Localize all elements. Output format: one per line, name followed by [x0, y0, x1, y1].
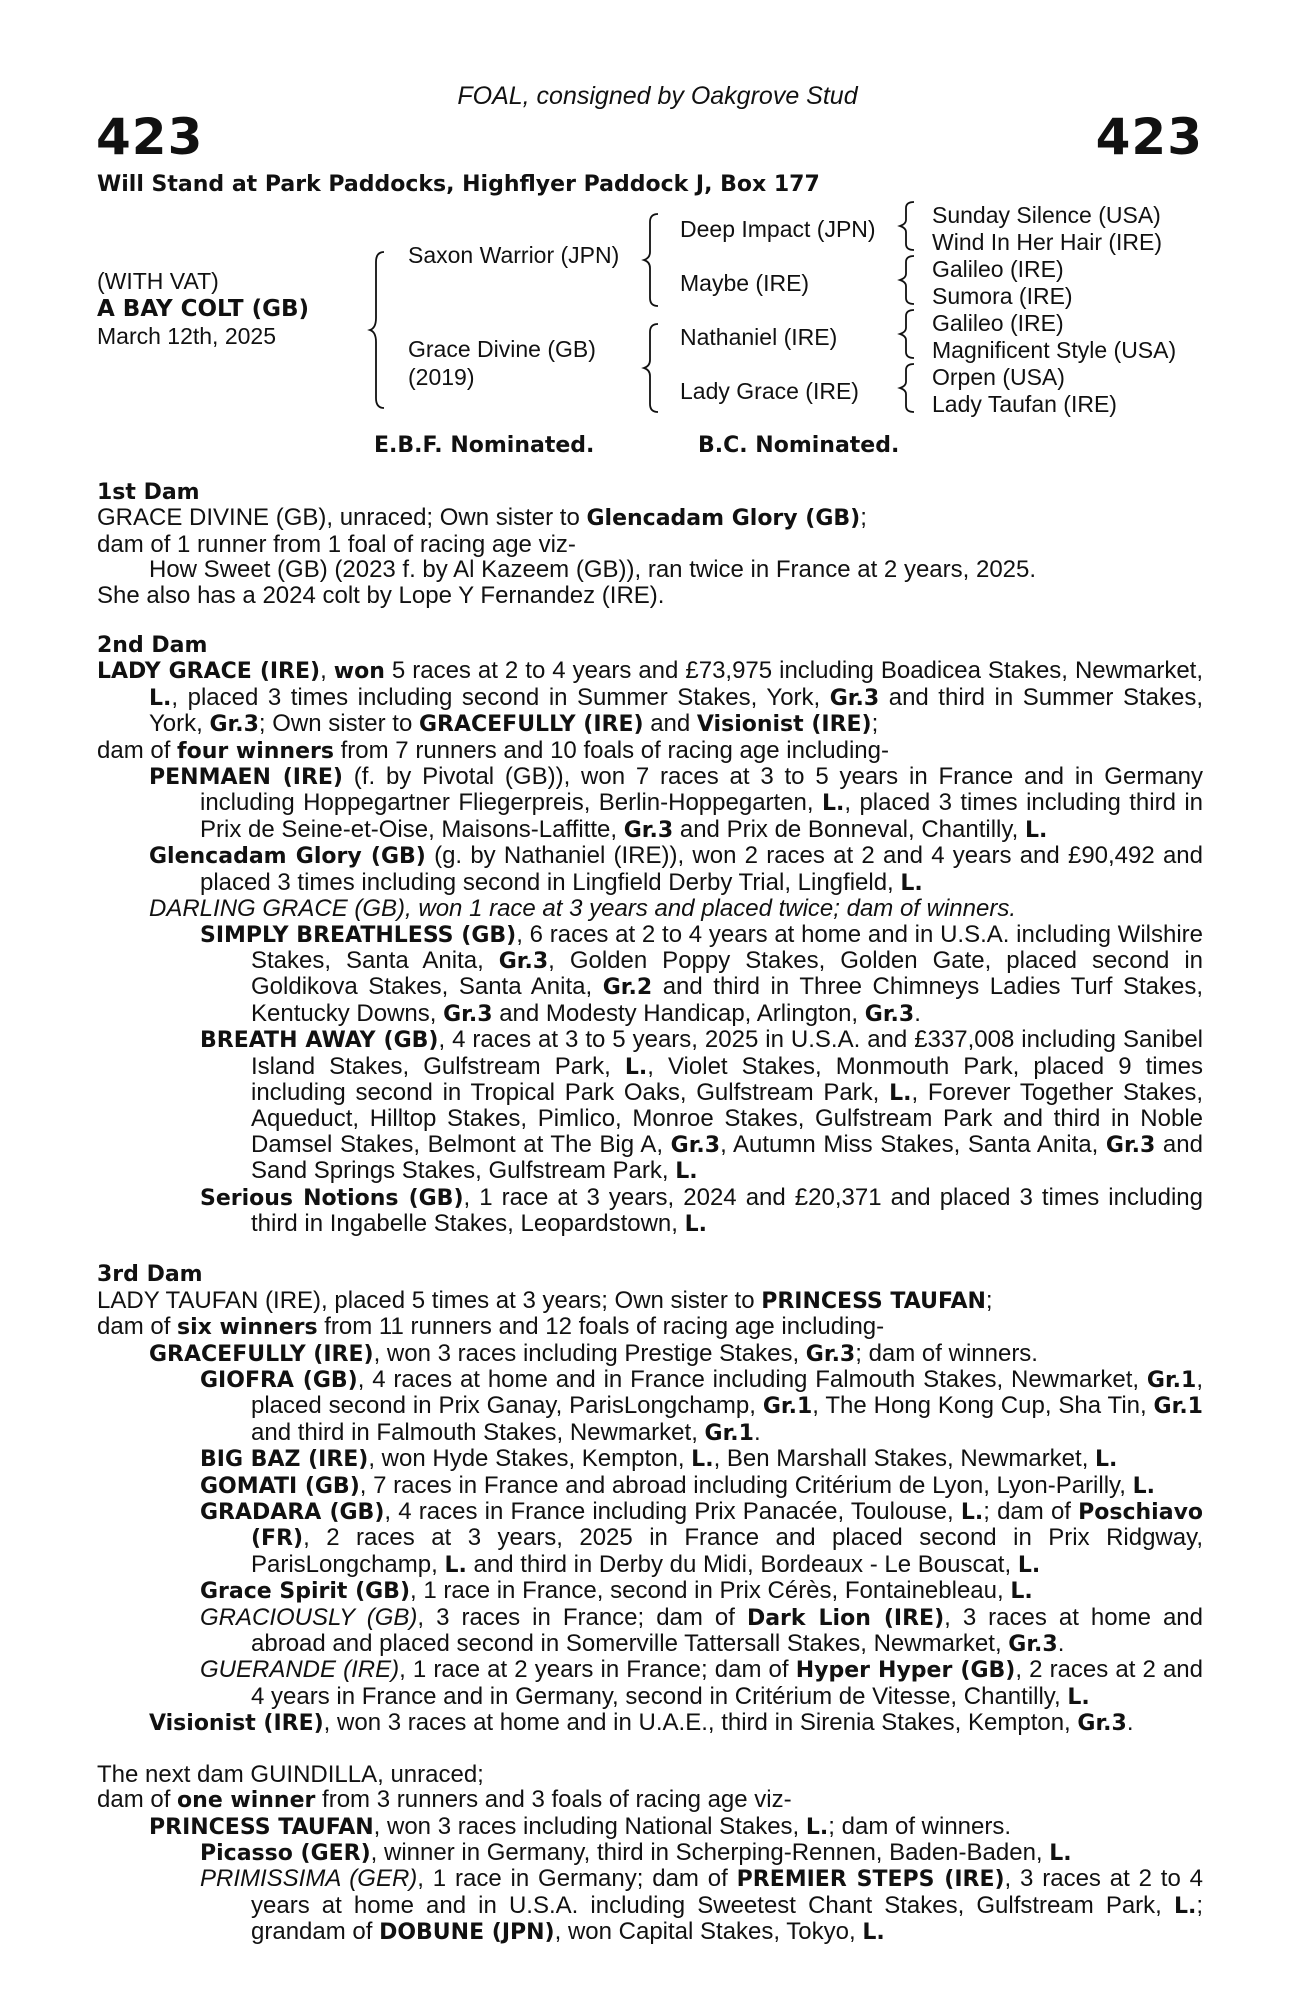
- pedigree-dam-year: (2019): [408, 364, 475, 390]
- pedigree-brace-dam: [642, 322, 662, 414]
- first-dam-line: GRACE DIVINE (GB), unraced; Own sister to Glencadam Glory (GB);: [97, 504, 867, 532]
- pedigree-brace-dd: [898, 362, 918, 414]
- produce-princess-taufan: PRINCESS TAUFAN, won 3 races including National Stakes, L.; dam of winners.: [149, 1812, 1012, 1840]
- stand-location: Will Stand at Park Paddocks, Highflyer Paddock J, Box 177: [97, 172, 820, 197]
- produce-big-baz: BIG BAZ (IRE), won Hyde Stakes, Kempton, L., Ben Marshall Stakes, Newmarket, L.: [200, 1445, 1118, 1473]
- pedigree-dam: Grace Divine (GB): [408, 336, 596, 362]
- produce-picasso: Picasso (GER), winner in Germany, third in Scherping-Rennen, Baden-Baden, L.: [200, 1838, 1072, 1866]
- next-dam-line: The next dam GUINDILLA, unraced;: [97, 1760, 484, 1788]
- pedigree-sire: Saxon Warrior (JPN): [408, 242, 620, 268]
- pedigree-ds-sire: Galileo (IRE): [932, 310, 1064, 336]
- first-dam-produce-summary: dam of 1 runner from 1 foal of racing age viz-: [97, 530, 576, 558]
- pedigree-dam-sire: Nathaniel (IRE): [680, 324, 838, 350]
- second-dam-produce-summary: dam of four winners from 7 runners and 10 foals of racing age including-: [97, 736, 889, 764]
- foaling-date: March 12th, 2025: [97, 323, 277, 349]
- produce-giofra: GIOFRA (GB), 4 races at home and in France including Falmouth Stakes, Newmarket, Gr.1, placed second in Prix Ganay, ParisLongchamp, Gr.1, The Hong Kong Cup, Sha Tin, Gr.1 and third in Falmouth Stakes, Newmarket, Gr.1.: [200, 1366, 1203, 1446]
- pedigree-brace-main: [368, 250, 388, 410]
- pedigree-sd-sire: Galileo (IRE): [932, 256, 1064, 282]
- pedigree-dd-dam: Lady Taufan (IRE): [932, 391, 1117, 417]
- third-dam-line: LADY TAUFAN (IRE), placed 5 times at 3 years; Own sister to PRINCESS TAUFAN;: [97, 1286, 993, 1314]
- produce-breath-away: BREATH AWAY (GB), 4 races at 3 to 5 years, 2025 in U.S.A. and £337,008 including Sanibel Island Stakes, Gulfstream Park, L., Violet Stakes, Monmouth Park, placed 9 times including second in Tropical Park Oaks, Gulfstream Park, L., Forever Together Stakes, Aqueduct, Hilltop Stakes, Pimlico, Monroe Stakes, Gulfstream Park and third in Noble Damsel Stakes, Belmont at The Big A, Gr.3, Autumn Miss Stakes, Santa Anita, Gr.3 and Sand Springs Stakes, Gulfstream Park, L.: [200, 1026, 1204, 1185]
- pedigree-dam-dam: Lady Grace (IRE): [680, 378, 859, 404]
- lot-number-right: 423: [1095, 108, 1203, 166]
- lot-number-left: 423: [96, 108, 204, 166]
- ebf-nomination: E.B.F. Nominated.: [374, 433, 595, 458]
- third-dam-heading: 3rd Dam: [97, 1262, 203, 1288]
- pedigree-sire-sire: Deep Impact (JPN): [680, 216, 876, 242]
- pedigree-brace-ss: [898, 200, 918, 252]
- first-dam-produce-how-sweet: How Sweet (GB) (2023 f. by Al Kazeem (GB)), ran twice in France at 2 years, 2025.: [149, 556, 1037, 584]
- produce-penmaen: PENMAEN (IRE) (f. by Pivotal (GB)), won 7 races at 3 to 5 years in France and in Germany including Hoppegartner Fliegerpreis, Berlin-Hoppegarten, L., placed 3 times including third in Prix de Seine-et-Oise, Maisons-Laffitte, Gr.3 and Prix de Bonneval, Chantilly, L.: [149, 763, 1204, 843]
- pedigree-dd-sire: Orpen (USA): [932, 364, 1065, 390]
- catalogue-content: [97, 480, 1203, 1946]
- produce-serious-notions: Serious Notions (GB), 1 race at 3 years, 2024 and £20,371 and placed 3 times including third in Ingabelle Stakes, Leopardstown, L.: [200, 1183, 1203, 1237]
- pedigree-sire-dam: Maybe (IRE): [680, 270, 810, 296]
- first-dam-foal-note: She also has a 2024 colt by Lope Y Fernandez (IRE).: [97, 581, 665, 609]
- pedigree-brace-ds: [898, 308, 918, 360]
- produce-guerande: GUERANDE (IRE), 1 race at 2 years in France; dam of Hyper Hyper (GB), 2 races at 2 and 4 years in France and in Germany, second in Critérium de Vitesse, Chantilly, L.: [200, 1656, 1203, 1710]
- second-dam-heading: 2nd Dam: [97, 633, 208, 659]
- produce-gradara: GRADARA (GB), 4 races in France including Prix Panacée, Toulouse, L.; dam of Poschiavo (FR), 2 races at 3 years, 2025 in France and placed second in Prix Ridgway, ParisLongchamp, L. and third in Derby du Midi, Bordeaux - Le Bouscat, L.: [200, 1498, 1204, 1578]
- pedigree-brace-sd: [898, 254, 918, 306]
- third-dam-produce-summary: dam of six winners from 11 runners and 12 foals of racing age including-: [97, 1313, 885, 1341]
- produce-visionist: Visionist (IRE), won 3 races at home and in U.A.E., third in Sirenia Stakes, Kempton, Gr.3.: [149, 1709, 1134, 1737]
- produce-primissima: PRIMISSIMA (GER), 1 race in Germany; dam of PREMIER STEPS (IRE), 3 races at 2 to 4 years at home and in U.S.A. including Sweetest Chant Stakes, Gulfstream Park, L.; grandam of DOBUNE (JPN), won Capital Stakes, Tokyo, L.: [200, 1865, 1204, 1946]
- vat-note: (WITH VAT): [97, 268, 219, 294]
- produce-gracefully: GRACEFULLY (IRE), won 3 races including Prestige Stakes, Gr.3; dam of winners.: [149, 1339, 1038, 1367]
- pedigree-ds-dam: Magnificent Style (USA): [932, 337, 1177, 363]
- pedigree-brace-sire: [642, 212, 662, 308]
- produce-grace-spirit: Grace Spirit (GB), 1 race in France, second in Prix Cérès, Fontainebleau, L.: [200, 1577, 1033, 1605]
- bc-nomination: B.C. Nominated.: [698, 433, 900, 458]
- pedigree-sd-dam: Sumora (IRE): [932, 283, 1073, 309]
- produce-darling-grace: DARLING GRACE (GB), won 1 race at 3 years and placed twice; dam of winners.: [149, 895, 1017, 923]
- produce-simply-breathless: SIMPLY BREATHLESS (GB), 6 races at 2 to 4 years at home and in U.S.A. including Wilshire Stakes, Santa Anita, Gr.3, Golden Poppy Stakes, Golden Gate, placed second in Goldikova Stakes, Santa Anita, Gr.2 and third in Three Chimneys Ladies Turf Stakes, Kentucky Downs, Gr.3 and Modesty Handicap, Arlington, Gr.3.: [200, 920, 1204, 1027]
- next-dam-produce-summary: dam of one winner from 3 runners and 3 foals of racing age viz-: [97, 1786, 792, 1814]
- second-dam-entry: LADY GRACE (IRE), won 5 races at 2 to 4 years and £73,975 including Boadicea Stakes, Newmarket, L., placed 3 times including second in Summer Stakes, York, Gr.3 and third in Summer Stakes, York, Gr.3; Own sister to GRACEFULLY (IRE) and Visionist (IRE);: [97, 657, 1204, 738]
- horse-name: A BAY COLT (GB): [97, 296, 310, 322]
- pedigree-ss-dam: Wind In Her Hair (IRE): [932, 229, 1163, 255]
- pedigree-ss-sire: Sunday Silence (USA): [932, 202, 1161, 228]
- consignment-line: FOAL, consigned by Oakgrove Stud: [457, 82, 858, 110]
- produce-gomati: GOMATI (GB), 7 races in France and abroad including Critérium de Lyon, Lyon-Parilly, L.: [200, 1471, 1155, 1499]
- produce-graciously: GRACIOUSLY (GB), 3 races in France; dam of Dark Lion (IRE), 3 races at home and abroad and placed second in Somerville Tattersall Stakes, Newmarket, Gr.3.: [200, 1603, 1203, 1658]
- produce-glencadam-glory: Glencadam Glory (GB) (g. by Nathaniel (IRE)), won 2 races at 2 and 4 years and £90,492 and placed 3 times including second in Lingfield Derby Trial, Lingfield, L.: [149, 842, 1203, 896]
- first-dam-heading: 1st Dam: [97, 480, 200, 505]
